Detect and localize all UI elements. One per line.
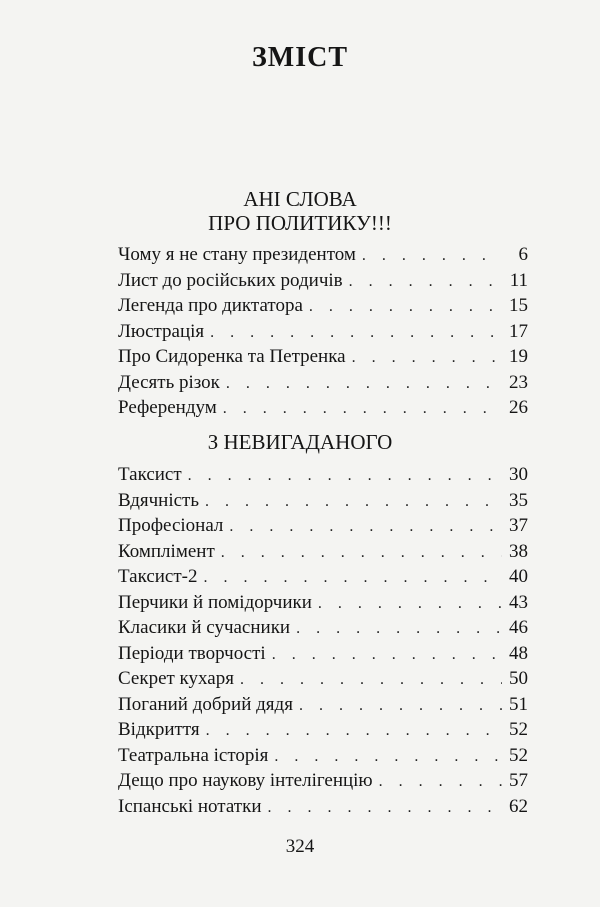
toc-entry-title: Відкриття — [118, 719, 200, 740]
toc-entry-page: 37 — [509, 515, 528, 536]
toc-entry — [118, 462, 528, 488]
toc-entry — [118, 539, 528, 565]
dot-leader — [349, 269, 502, 294]
toc-entry-title: Таксист-2 — [118, 566, 198, 587]
dot-leader — [274, 744, 502, 769]
toc-entry-title: Класики й сучасники — [118, 617, 291, 638]
toc-entry-page: 19 — [509, 346, 528, 367]
toc-entry-title: Театральна історія — [118, 744, 269, 766]
toc-entry-page: 35 — [509, 489, 528, 511]
section-heading-2: З НЕВИГАДАНОГО — [207, 430, 393, 454]
toc-entry-title: Іспанські нотатки — [118, 795, 262, 817]
toc-entry — [118, 794, 528, 820]
toc-entry-page: 15 — [509, 295, 528, 316]
toc-entry-title: Про Сидоренка та Петренка — [118, 346, 346, 367]
toc-entry-page: 30 — [509, 464, 528, 485]
toc-entry — [118, 370, 528, 396]
toc-entry — [118, 615, 528, 641]
dot-leader — [272, 642, 502, 667]
dot-leader — [204, 565, 503, 590]
toc-entry-title: Періоди творчості — [118, 642, 266, 664]
toc-entry-page: 52 — [509, 719, 528, 740]
dot-leader — [352, 345, 502, 370]
toc-entry-title: Референдум — [118, 397, 217, 418]
toc-entry — [118, 488, 528, 514]
dot-leader — [229, 514, 502, 539]
dot-leader — [240, 667, 502, 692]
toc-entry — [118, 513, 528, 539]
page-number: 324 — [285, 836, 315, 857]
toc-entry — [118, 319, 528, 345]
dot-leader — [221, 540, 502, 565]
toc-entry-page: 26 — [509, 397, 528, 418]
toc-entry-page: 6 — [518, 244, 528, 265]
toc-entry — [118, 395, 528, 421]
toc-entry — [118, 692, 528, 718]
toc-entry-page: 40 — [509, 566, 528, 587]
page-title: ЗМІСТ — [252, 42, 348, 73]
toc-entry-title: Легенда про диктатора — [118, 295, 303, 316]
toc-entry-page: 23 — [509, 371, 528, 393]
toc-entry — [118, 768, 528, 794]
toc-entry — [118, 590, 528, 616]
toc-entry-page: 57 — [509, 770, 528, 791]
toc-entry-page: 17 — [509, 320, 528, 342]
toc-entry-title: Чому я не стану президентом — [118, 244, 356, 265]
toc-entry — [118, 268, 528, 294]
toc-entry-title: Поганий добрий дядя — [118, 693, 293, 715]
toc-entry — [118, 717, 528, 743]
toc-entry-page: 62 — [509, 795, 528, 817]
toc-entry-title: Лист до російських родичів — [118, 269, 343, 291]
dot-leader — [379, 769, 502, 794]
toc-entry-page: 51 — [509, 693, 528, 715]
toc-entry-page: 50 — [509, 668, 528, 689]
toc-entry-page: 48 — [509, 642, 528, 664]
dot-leader — [299, 693, 502, 718]
toc-entry-title: Вдячність — [118, 489, 200, 511]
dot-leader — [318, 591, 502, 616]
dot-leader — [226, 371, 502, 396]
toc-entry-title: Десять різок — [118, 371, 220, 393]
dot-leader — [362, 243, 502, 268]
toc-entry-title: Комплімент — [118, 540, 215, 562]
dot-leader — [223, 396, 502, 421]
toc-entry-page: 52 — [509, 744, 528, 766]
toc-entry-title: Люстрація — [118, 320, 205, 342]
toc-section-2 — [118, 462, 528, 819]
dot-leader — [267, 795, 502, 820]
toc-entry-title: Професіонал — [118, 515, 224, 536]
toc-entry-title: Таксист — [118, 464, 182, 485]
toc-entry-title: Дещо про наукову інтелігенцію — [118, 770, 373, 791]
toc-entry — [118, 666, 528, 692]
toc-entry — [118, 564, 528, 590]
dot-leader — [296, 616, 502, 641]
toc-entry-title: Перчики й помідорчики — [118, 591, 312, 613]
toc-entry-page: 46 — [509, 617, 528, 638]
toc-entry — [118, 641, 528, 667]
toc-section-1 — [118, 242, 528, 421]
dot-leader — [309, 294, 502, 319]
toc-entry-page: 11 — [509, 269, 528, 291]
toc-entry-title: Секрет кухаря — [118, 668, 234, 689]
section-heading-1-line-1: АНІ СЛОВА — [243, 187, 357, 211]
dot-leader — [188, 463, 502, 488]
toc-entry — [118, 293, 528, 319]
toc-entry-page: 43 — [509, 591, 528, 613]
toc-entry — [118, 743, 528, 769]
toc-entry — [118, 242, 528, 268]
section-heading-1-line-2: ПРО ПОЛИТИКУ!!! — [208, 211, 392, 235]
dot-leader — [210, 320, 502, 345]
toc-entry-page: 38 — [509, 540, 528, 562]
toc-entry — [118, 344, 528, 370]
dot-leader — [205, 489, 502, 514]
dot-leader — [206, 718, 502, 743]
